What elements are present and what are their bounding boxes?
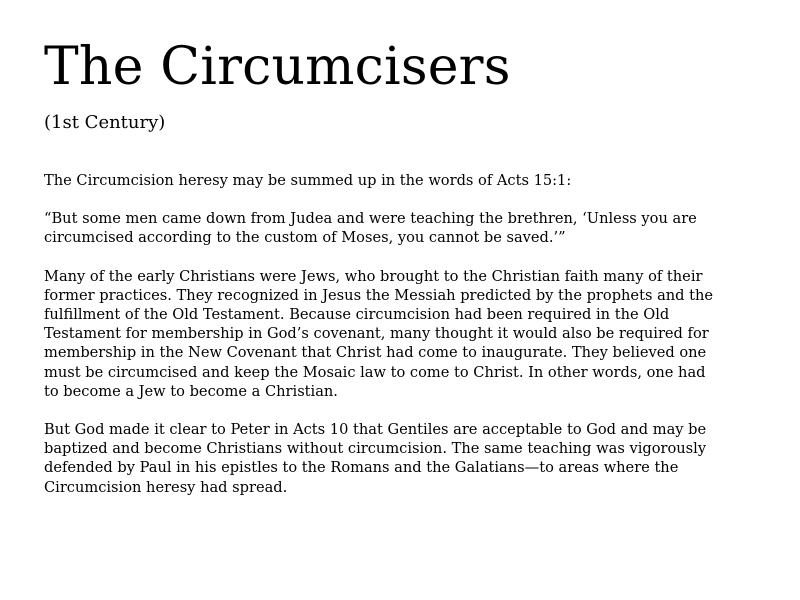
document-body bbox=[44, 171, 724, 497]
paragraph-intro: The Circumcision heresy may be summed up in the words of Acts 15:1: bbox=[44, 172, 572, 189]
document-page bbox=[44, 38, 724, 516]
page-title: The Circumcisers bbox=[44, 37, 511, 97]
page-subtitle: (1st Century) bbox=[44, 112, 166, 133]
paragraph-history: Many of the early Christians were Jews, who brought to the Christian faith many of their former practices. They recognized in Jesus the Messiah predicted by the prophets and the fulfillment of the Old Testament. Because circumcision had been required in the Old Testament for membership in God’s covenant, many thought it would also be required for membership in the New Covenant that Christ had come to inaugurate. They believed one must be circumcised and keep the Mosaic law to come to Christ. In other words, one had to become a Jew to become a Christian. bbox=[44, 267, 714, 400]
paragraph-conclusion: But God made it clear to Peter in Acts 10 that Gentiles are acceptable to God and may be baptized and become Christians without circumcision. The same teaching was vigorously defended by Paul in his epistles to the Romans and the Galatians—to areas where the Circumcision heresy had spread. bbox=[44, 421, 707, 496]
paragraph-quote: “But some men came down from Judea and were teaching the brethren, ‘Unless you are circumcised according to the custom of Moses, you cannot be saved.’” bbox=[44, 210, 697, 247]
